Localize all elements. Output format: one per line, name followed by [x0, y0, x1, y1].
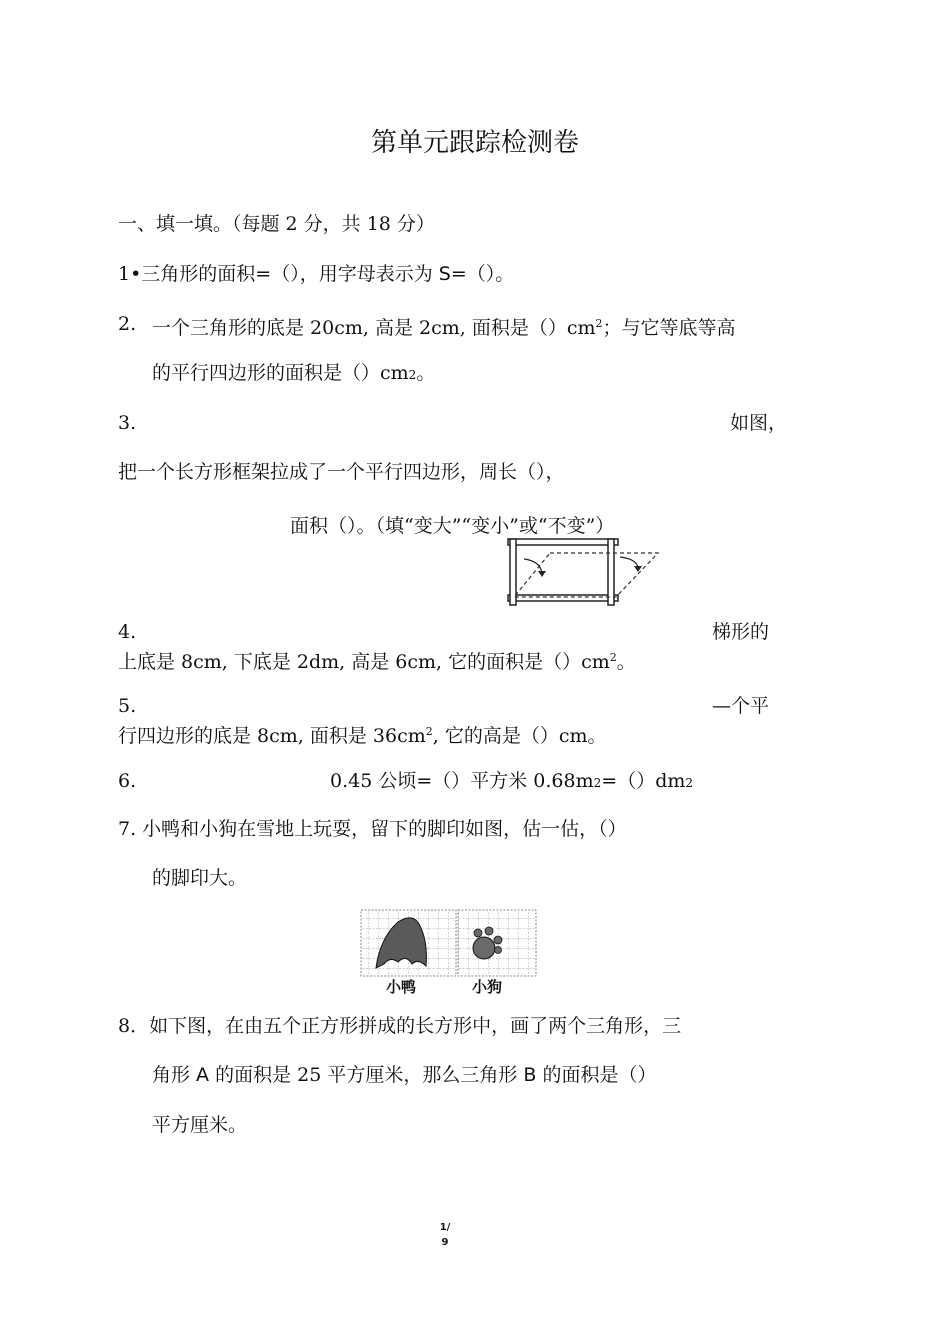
- q5-line-2: [118, 720, 607, 748]
- q3-number: 3.: [118, 412, 137, 434]
- frame-right-post: [608, 539, 614, 605]
- q5-number: 5.: [118, 695, 137, 717]
- q4-text-right: 梯形的: [712, 621, 770, 643]
- q2-line-1-tail: ；与它等底等高: [602, 317, 736, 339]
- q3-line-2: 把一个长方形框架拉成了一个平行四边形，周长（），: [118, 461, 565, 483]
- q8-line-2-c: 的面积是（）: [536, 1064, 657, 1086]
- dog-toe-1: [474, 929, 482, 937]
- arrow-right: [620, 557, 638, 567]
- arrow-right-head: [634, 566, 642, 572]
- q5-line-2-text: 行四边形的底是 8cm, 面积是 36cm: [118, 725, 426, 747]
- page-number-line-1: 1/: [439, 1222, 451, 1233]
- q4-sup: 2: [609, 651, 617, 664]
- q2-number: 2.: [118, 313, 137, 335]
- q6-text-a: 0.45 公顷=（）平方米 0.68m: [330, 770, 594, 792]
- q2-sub: 2: [408, 368, 417, 382]
- q6-text-b: =（）dm: [601, 770, 686, 792]
- q8-line-1: 8．如下图，在由五个正方形拼成的长方形中，画了两个三角形，三: [118, 1015, 682, 1037]
- section-heading: 一、填一填。（每题 2 分，共 18 分）: [118, 213, 435, 235]
- page-number-line-2: 9: [441, 1237, 449, 1248]
- page-title: 第单元跟踪检测卷: [370, 128, 579, 158]
- label-dog: 小狗: [472, 978, 503, 996]
- dog-footprint-pad: [473, 937, 495, 959]
- q5-text-right: —个平: [712, 695, 770, 717]
- q3-text-right: 如图，: [730, 412, 788, 434]
- q1-text-b: =（）。: [450, 263, 515, 285]
- q2-sup: 2: [595, 317, 603, 330]
- q6-sub-1: 2: [593, 776, 602, 790]
- page-number: [430, 1220, 460, 1250]
- q4-number: 4.: [118, 621, 137, 643]
- parallelogram-dashed: [514, 553, 658, 597]
- q2-line-2-text: 的平行四边形的面积是（）cm: [152, 362, 409, 384]
- arrow-left-head: [538, 571, 546, 577]
- q8-line-2-a: 角形: [152, 1064, 197, 1086]
- arrow-left: [524, 559, 542, 573]
- label-duck: 小鸭: [386, 978, 417, 996]
- q1-number: 1•: [118, 263, 142, 285]
- q6-number: 6.: [118, 770, 137, 792]
- q1-text-a: 三角形的面积=（），用字母表示为: [141, 263, 439, 285]
- q5-sup: 2: [425, 725, 433, 738]
- q8-letter-b: B: [523, 1064, 537, 1086]
- q6-text: [330, 769, 693, 795]
- q6-sub-2: 2: [685, 776, 694, 790]
- q4-line-2-text: 上底是 8cm, 下底是 2dm, 高是 6cm, 它的面积是（）cm: [118, 651, 610, 673]
- q5-line-2-tail: , 它的高是（）cm。: [432, 725, 607, 747]
- question-1: [118, 262, 514, 286]
- q3-line-3: 面积（）。（填“变大”“变小”或“不变”）: [290, 515, 615, 537]
- q8-line-2: [152, 1063, 656, 1087]
- q8-line-2-b: 的面积是 25 平方厘米，那么三角形: [209, 1064, 524, 1086]
- frame-diagram: [500, 535, 665, 610]
- q8-line-3: 平方厘米。: [152, 1114, 248, 1136]
- q2-line-1: [152, 312, 736, 340]
- q4-line-2-tail: 。: [616, 651, 636, 673]
- footprint-grid-figure: [358, 908, 540, 996]
- q1-letter-s: S: [438, 263, 451, 285]
- q7-line-1: 7. 小鸭和小狗在雪地上玩耍，留下的脚印如图，估一估，（）: [118, 818, 627, 840]
- q2-line-1-text: 一个三角形的底是 20cm, 高是 2cm, 面积是（）cm: [152, 317, 596, 339]
- q2-line-2: [152, 361, 435, 387]
- q4-line-2: [118, 646, 636, 674]
- q2-line-2-tail: 。: [416, 362, 436, 384]
- frame-top-bar: [508, 539, 618, 545]
- q8-letter-a: A: [196, 1064, 210, 1086]
- frame-bottom-bar: [508, 595, 618, 601]
- q7-line-2: 的脚印大。: [152, 867, 248, 889]
- dog-toe-3: [494, 936, 502, 944]
- dog-toe-2: [485, 927, 493, 935]
- frame-left-post: [510, 539, 516, 605]
- dog-toe-4: [495, 947, 502, 954]
